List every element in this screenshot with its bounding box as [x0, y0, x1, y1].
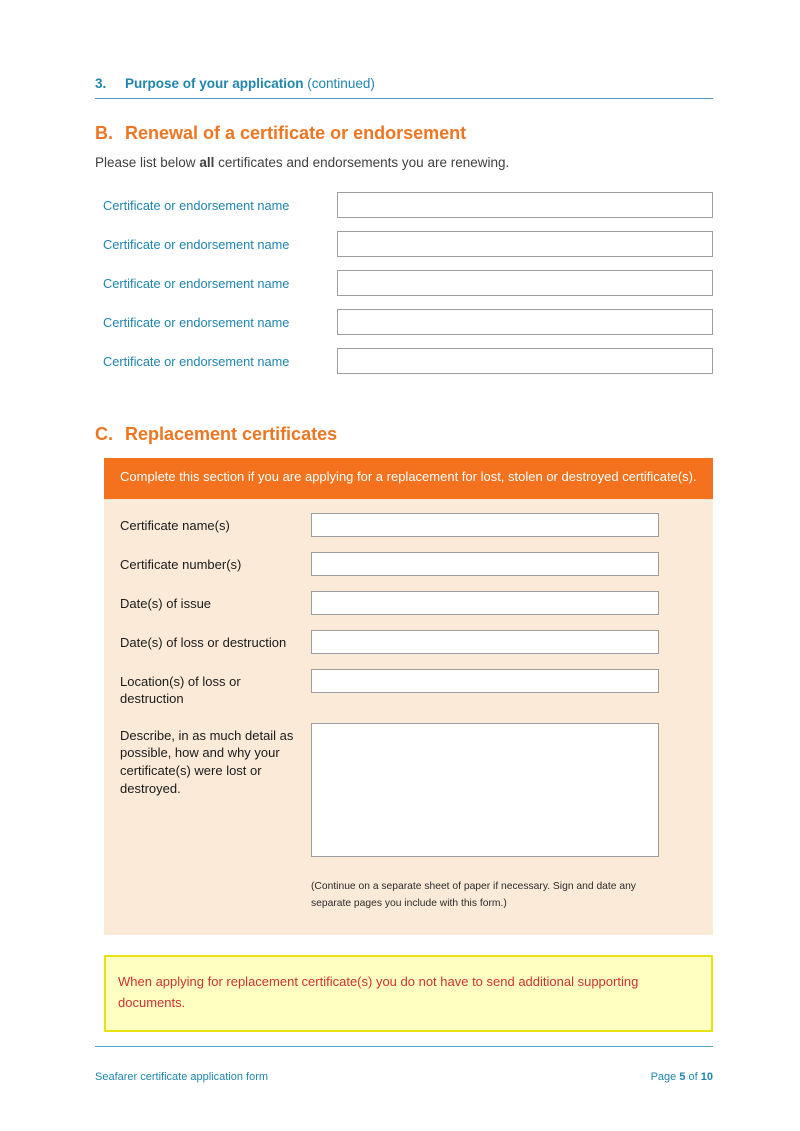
section-c-letter: C.: [95, 424, 113, 444]
section-divider: [95, 98, 713, 99]
certificate-row: [95, 192, 713, 218]
warning-box: [104, 955, 713, 1032]
field-row: [120, 591, 697, 615]
certificate-name-input[interactable]: [337, 231, 713, 257]
certificate-name-label: Certificate or endorsement name: [103, 353, 290, 369]
continue-note: (Continue on a separate sheet of paper if necessary. Sign and date any separate pages you include with this form.): [311, 880, 636, 909]
footer-row: [95, 1071, 713, 1083]
footer: [95, 1046, 713, 1083]
replacement-panel: [104, 458, 713, 935]
certificate-name-label: Certificate or endorsement name: [103, 197, 290, 213]
field-row: [120, 513, 697, 537]
replacement-banner: Complete this section if you are applying for a replacement for lost, stolen or destroyed certificate(s).: [104, 458, 713, 499]
section-b-letter: B.: [95, 123, 113, 143]
section-3-header: [95, 76, 713, 91]
field-row: [120, 723, 697, 913]
certificate-name-input[interactable]: [337, 309, 713, 335]
locations-of-loss-label: Location(s) of loss or destruction: [120, 673, 241, 707]
section-c-title: Replacement certificates: [125, 424, 338, 444]
footer-form-name: Seafarer certificate application form: [95, 1071, 269, 1083]
certificate-row: [95, 309, 713, 335]
certificate-numbers-label: Certificate number(s): [120, 556, 242, 572]
section-title: Purpose of your application (continued): [125, 76, 375, 91]
footer-page-indicator: Page 5 of 10: [650, 1071, 713, 1083]
certificate-name-input[interactable]: [337, 270, 713, 296]
dates-of-loss-label: Date(s) of loss or destruction: [120, 634, 287, 650]
certificate-row: [95, 270, 713, 296]
certificate-rows: [95, 192, 713, 374]
locations-of-loss-input[interactable]: [311, 669, 659, 693]
describe-column: [311, 723, 676, 913]
certificate-name-input[interactable]: [337, 192, 713, 218]
dates-of-loss-input[interactable]: [311, 630, 659, 654]
certificate-name-label: Certificate or endorsement name: [103, 236, 290, 252]
section-b-intro: Please list below all certificates and endorsements you are renewing.: [95, 155, 510, 170]
section-number: 3.: [95, 76, 107, 91]
certificate-name-label: Certificate or endorsement name: [103, 275, 290, 291]
certificate-row: [95, 348, 713, 374]
field-row: [120, 552, 697, 576]
describe-loss-textarea[interactable]: [311, 723, 659, 857]
section-b-heading: [95, 123, 713, 144]
certificate-row: [95, 231, 713, 257]
replacement-fields: [104, 499, 713, 935]
certificate-name-input[interactable]: [337, 348, 713, 374]
field-row: [120, 630, 697, 654]
dates-of-issue-label: Date(s) of issue: [120, 595, 212, 611]
continued-label: (continued): [307, 76, 375, 91]
describe-loss-label: Describe, in as much detail as possible, how and why your certificate(s) were lost or destroyed.: [120, 727, 294, 796]
certificate-names-input[interactable]: [311, 513, 659, 537]
dates-of-issue-input[interactable]: [311, 591, 659, 615]
footer-divider: [95, 1046, 713, 1047]
certificate-name-label: Certificate or endorsement name: [103, 314, 290, 330]
field-row: [120, 669, 697, 708]
warning-text: When applying for replacement certificate(s) you do not have to send additional supporting documents.: [118, 973, 639, 1011]
certificate-numbers-input[interactable]: [311, 552, 659, 576]
section-b-title: Renewal of a certificate or endorsement: [125, 123, 467, 143]
section-c-heading: [95, 424, 713, 445]
certificate-names-label: Certificate name(s): [120, 517, 230, 533]
